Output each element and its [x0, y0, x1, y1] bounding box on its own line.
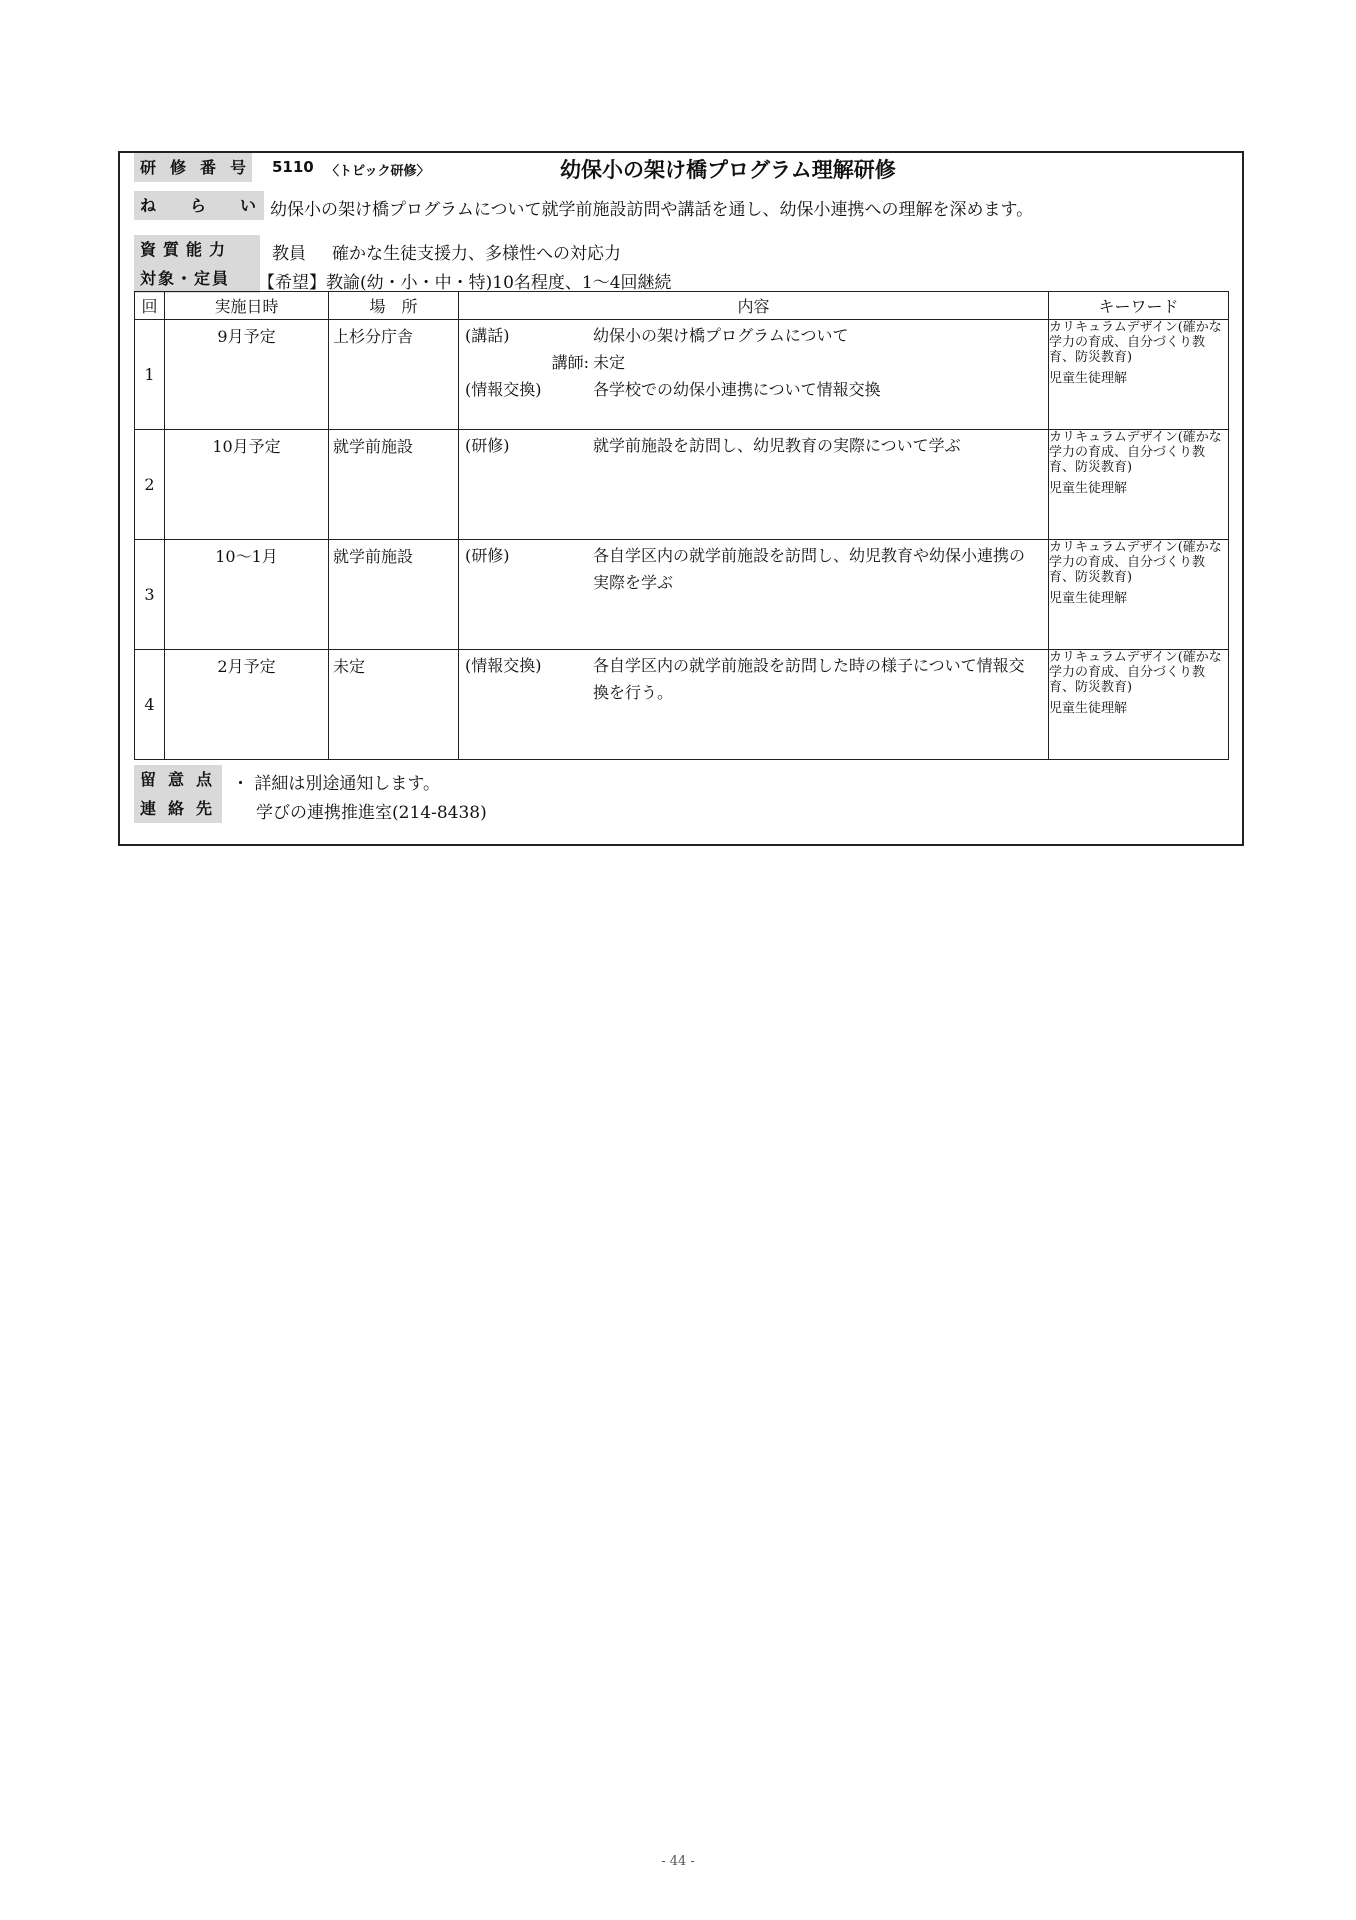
ability-label: 資質能力: [134, 235, 260, 264]
contact-label: 連絡先: [134, 794, 222, 823]
keyword-curriculum: カリキュラムデザイン(確かな学力の育成、自分づくり教育、防災教育): [1049, 430, 1222, 475]
table-row: [135, 320, 1229, 430]
session-number: 4: [135, 650, 165, 760]
session-keywords: [1049, 540, 1229, 650]
keyword-understanding: 児童生徒理解: [1049, 591, 1128, 606]
session-keywords: [1049, 650, 1229, 760]
keyword-understanding: 児童生徒理解: [1049, 701, 1128, 716]
content-text: 各自学区内の就学前施設を訪問し、幼児教育や幼保小連携の実際を学ぶ: [593, 546, 1026, 592]
content-kind: (講話): [465, 326, 510, 345]
category-tag: 〈トピック研修〉: [326, 164, 430, 179]
session-place: 就学前施設: [333, 547, 414, 566]
session-date: 2月予定: [217, 657, 276, 676]
keyword-understanding: 児童生徒理解: [1049, 371, 1128, 386]
table-header-row: [135, 292, 1229, 320]
keyword-curriculum: カリキュラムデザイン(確かな学力の育成、自分づくり教育、防災教育): [1049, 650, 1222, 695]
page-number: - 44 -: [661, 1854, 695, 1869]
session-content: [459, 650, 1049, 760]
keyword-understanding: 児童生徒理解: [1049, 481, 1128, 496]
col-header-no: 回: [135, 292, 165, 320]
session-keywords: [1049, 320, 1229, 430]
content-text: 各学校での幼保小連携について情報交換: [593, 380, 881, 399]
schedule-table: [134, 291, 1229, 760]
col-header-content: 内容: [459, 292, 1049, 320]
training-id: 5110: [272, 158, 314, 176]
lecturer-label: 講師:: [551, 353, 589, 372]
session-place: 未定: [333, 657, 366, 676]
session-content: [459, 540, 1049, 650]
session-number: 1: [135, 320, 165, 430]
content-kind: (研修): [465, 546, 510, 565]
lecturer-name: 未定: [593, 353, 626, 372]
table-row: [135, 430, 1229, 540]
audience-label: 対象・定員: [134, 264, 260, 293]
content-text: 就学前施設を訪問し、幼児教育の実際について学ぶ: [593, 436, 961, 455]
content-kind: (情報交換): [465, 380, 542, 399]
session-date: 9月予定: [217, 327, 276, 346]
training-sheet: [118, 151, 1244, 846]
training-title: 幼保小の架け橋プログラム理解研修: [560, 158, 896, 182]
ability-target: 教員: [272, 244, 306, 264]
table-row: [135, 650, 1229, 760]
content-text: 各自学区内の就学前施設を訪問した時の様子について情報交換を行う。: [593, 656, 1025, 702]
session-place: 就学前施設: [333, 437, 414, 456]
col-header-date: 実施日時: [165, 292, 329, 320]
col-header-place: 場 所: [329, 292, 459, 320]
content-kind: (研修): [465, 436, 510, 455]
contact-text: 学びの連携推進室(214-8438): [256, 803, 487, 823]
notes-label: 留意点: [134, 765, 222, 794]
session-number: 3: [135, 540, 165, 650]
content-kind: (情報交換): [465, 656, 542, 675]
session-place: 上杉分庁舎: [333, 327, 414, 346]
session-number: 2: [135, 430, 165, 540]
session-date: 10月予定: [212, 437, 281, 456]
aim-text: 幼保小の架け橋プログラムについて就学前施設訪問や講話を通し、幼保小連携への理解を深めます。: [270, 200, 1034, 220]
content-text: 幼保小の架け橋プログラムについて: [593, 326, 849, 345]
session-keywords: [1049, 430, 1229, 540]
session-content: [459, 430, 1049, 540]
notes-text: ・ 詳細は別途通知します。: [232, 774, 441, 794]
keyword-curriculum: カリキュラムデザイン(確かな学力の育成、自分づくり教育、防災教育): [1049, 540, 1222, 585]
ability-text: 確かな生徒支援力、多様性への対応力: [332, 244, 621, 264]
table-row: [135, 540, 1229, 650]
col-header-keyword: キーワード: [1049, 292, 1229, 320]
session-content: [459, 320, 1049, 430]
session-date: 10～1月: [215, 547, 278, 566]
id-label: 研修番号: [134, 153, 252, 182]
keyword-curriculum: カリキュラムデザイン(確かな学力の育成、自分づくり教育、防災教育): [1049, 320, 1222, 365]
audience-text: 【希望】教諭(幼・小・中・特)10名程度、1～4回継続: [258, 273, 672, 293]
aim-label: ねらい: [134, 191, 264, 220]
